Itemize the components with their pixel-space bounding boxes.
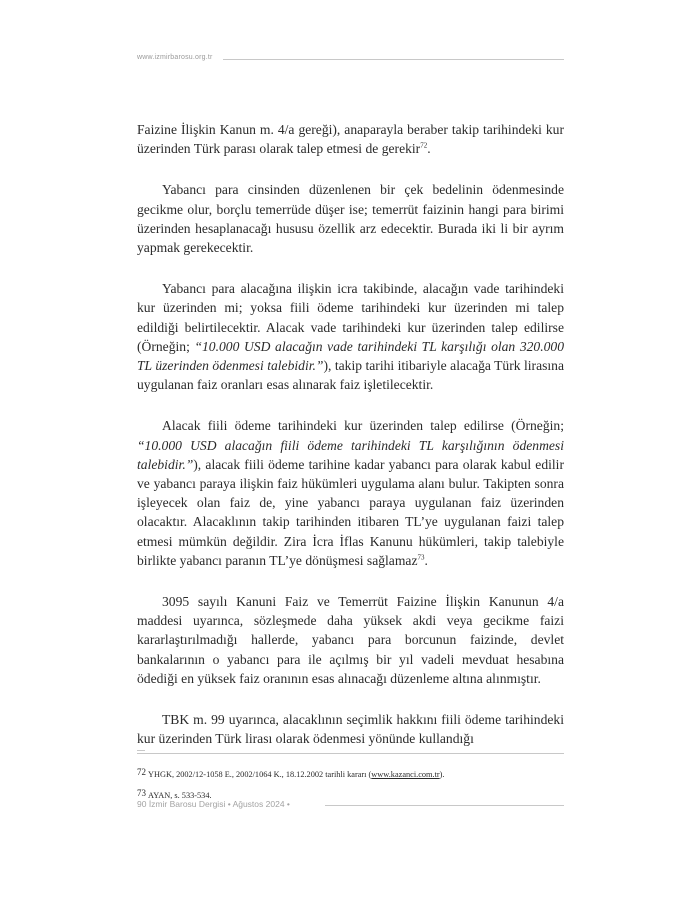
paragraph-3-text-b: ), takip tarihi itibariyle alacağa Türk lirasına uygulanan faiz oranları esas alınarak faiz işletilecektir. bbox=[137, 358, 564, 393]
paragraph-4-end: . bbox=[424, 552, 428, 568]
paragraph-4-example: “10.000 USD alacağın fiili ödeme tarihindeki TL karşılığının ödenmesi talebidir.” bbox=[137, 437, 564, 472]
paragraph-3 bbox=[137, 279, 564, 394]
footer-rule bbox=[325, 805, 564, 806]
footer-text: 90 İzmir Barosu Dergisi • Ağustos 2024 • bbox=[137, 799, 290, 809]
paragraph-3-example: “10.000 USD alacağın vade tarihindeki TL karşılığı olan 320.000 TL üzerinden ödenmesi talebidir.” bbox=[137, 338, 565, 374]
paragraph-4 bbox=[137, 416, 564, 570]
footnote-ref-73[interactable]: 73 bbox=[417, 553, 425, 562]
footnote-text-end: ). bbox=[439, 770, 445, 779]
paragraph-1-text: Faizine İlişkin Kanun m. 4/a gereği), anaparayla beraber takip tarihindeki kur üzerinden Türk parası olarak talep etmesi de gerekir bbox=[137, 122, 564, 157]
page-footer bbox=[137, 799, 564, 811]
paragraph-4-text-a: Alacak fiili ödeme tarihindeki kur üzerinden talep edilirse (Örneğin; bbox=[162, 418, 564, 434]
footnote-separator bbox=[137, 753, 564, 754]
paragraph-6: TBK m. 99 uyarınca, alacaklının seçimlik hakkını fiili ödeme tarihindeki kur üzerinden Türk lirası olarak ödenmesi yönünde kullandığı bbox=[137, 712, 564, 747]
footnote-text: AYAN, s. 533-534. bbox=[148, 791, 212, 800]
footnote-ref-72[interactable]: 72 bbox=[420, 141, 428, 150]
footnote-link[interactable]: www.kazanci.com.tr bbox=[371, 770, 440, 779]
paragraph-1-end: . bbox=[427, 141, 431, 157]
page-header bbox=[137, 54, 564, 68]
paragraph-2: Yabancı para cinsinden düzenlenen bir çek bedelinin ödenmesinde gecikme olur, borçlu temerrüde düşer ise; temerrüt faizinin hangi para birimi üzerinden hesaplanacağı hususu özellik arz edecektir. Burada iki li bir ayrım yapmak gerekecektir. bbox=[137, 182, 564, 256]
paragraph-4-text-b: ), alacak fiili ödeme tarihine kadar yabancı para olarak kabul edilir ve yabancı paraya ilişkin faiz hükümleri uygulama alanı bulur. Takipten sonra işleyecek olan faiz de, yine yabancı paraya uygulanan faiz üzerinden olacaktır. Alacaklının takip tarihinden itibaren TL’ye uygulanan faizi talep etmesi mümkün değildir. Zira İcra İflas Kanunu hükümleri, takip talebiyle birlikte yabancı paranın TL’ye dönüşmesi sağlamaz bbox=[137, 456, 564, 568]
paragraph-3-text-a: Yabancı para alacağına ilişkin icra takibinde, alacağın vade tarihindeki kur üzerinden mi; yoksa fiili ödeme tarihindeki kur üzerinden mi talep edildiği belirtilecektir. Alacak vade tarihindeki kur üzerinden talep edilirse (Örneğin; bbox=[137, 281, 564, 354]
site-url[interactable]: www.izmirbarosu.org.tr bbox=[137, 54, 213, 61]
footnote-number: 73 bbox=[137, 788, 146, 798]
paragraph-5: 3095 sayılı Kanuni Faiz ve Temerrüt Faizine İlişkin Kanunun 4/a maddesi uyarınca, sözleşmede daha yüksek akdi veya gecikme faizi kararlaştırılmadığı hallerde, yabancı para borcunun faizinde, devlet bankalarının o yabancı para ile açılmış bir yıl vadeli mevduat hesabına ödediği en yüksek faiz oranının esas alınacağı düzenleme altına alınmıştır. bbox=[137, 594, 564, 686]
paragraph-1 bbox=[137, 120, 564, 158]
header-rule bbox=[223, 59, 564, 60]
footnote-separator-notch bbox=[137, 750, 145, 751]
footnote-text: YHGK, 2002/12-1058 E., 2002/1064 K., 18.12.2002 tarihli kararı ( bbox=[148, 770, 372, 779]
footnote-72 bbox=[137, 763, 564, 784]
body-text bbox=[137, 120, 564, 770]
footnote-number: 72 bbox=[137, 767, 146, 777]
